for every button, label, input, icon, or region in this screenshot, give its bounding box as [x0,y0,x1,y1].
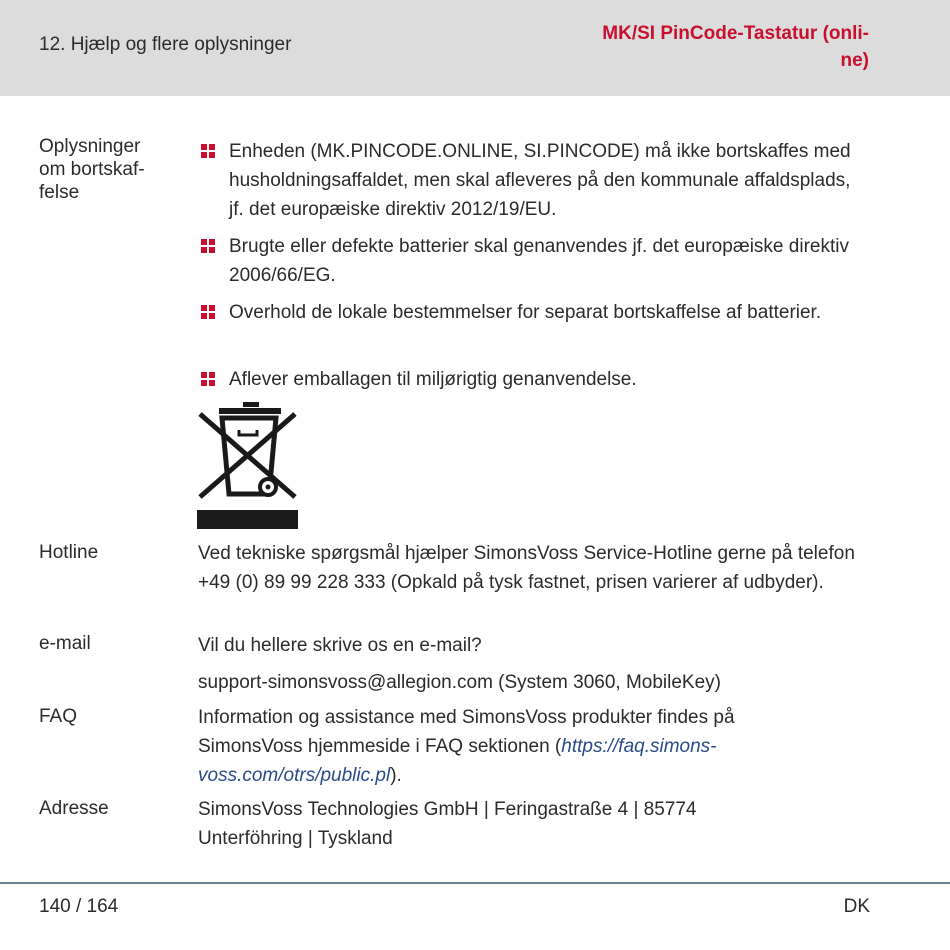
email-label: e-mail [39,633,91,654]
bullet-square-icon [201,305,215,319]
hotline-label: Hotline [39,542,99,563]
faq-link[interactable]: https://faq.simons-voss.com/otrs/public.pl [198,736,717,786]
bullet-text: Enheden (MK.PINCODE.ONLINE, SI.PINCODE) må ikke bortskaffes med husholdningsaffaldet, men skal afleveres på den kommunale affaldsplads, jf. det europæiske direktiv 2012/19/EU. [229,141,851,220]
faq-text-after: ). [390,765,402,786]
chapter-title: 12. Hjælp og flere oplysninger [39,34,292,55]
footer-divider [0,882,950,884]
crossed-out-wheelie-bin-icon [197,400,299,530]
language-code: DK [843,896,870,917]
bullet-square-icon [201,144,215,158]
hotline-text: Ved tekniske spørgsmål hjælper SimonsVoss Service-Hotline gerne på telefon +49 (0) 89 99 228 333 (Opkald på tysk fastnet, prisen varierer af udbyder). [198,543,855,593]
faq-text [198,703,818,790]
bullet-square-icon [201,239,215,253]
page-number: 140 / 164 [39,896,119,917]
address-text: SimonsVoss Technologies GmbH | Feringastraße 4 | 85774 Unterföhring | Tyskland [198,799,697,849]
bullet-text: Aflever emballagen til miljørigtig genanvendelse. [229,369,637,390]
product-title-line1: MK/SI PinCode-Tastatur (onli- [602,23,869,44]
disposal-label [39,135,179,204]
bullet-text: Overhold de lokale bestemmelser for separat bortskaffelse af batterier. [229,302,822,323]
address-label: Adresse [39,798,109,819]
faq-text-before: Information og assistance med SimonsVoss produkter findes på SimonsVoss hjemmeside i FAQ sektionen ( [198,707,735,757]
bullet-square-icon [201,372,215,386]
disposal-label-line1: Oplysninger [39,136,141,157]
disposal-label-line2: om bortskaf- [39,159,145,180]
product-title [549,20,869,74]
product-title-line2: ne) [840,50,869,71]
email-address: support-simonsvoss@allegion.com (System 3060, MobileKey) [198,672,722,693]
faq-label: FAQ [39,706,78,727]
email-question: Vil du hellere skrive os en e-mail? [198,635,482,656]
page-header [0,0,950,96]
bullet-text: Brugte eller defekte batterier skal genanvendes jf. det europæiske direktiv 2006/66/EG. [229,236,849,286]
disposal-label-line3: felse [39,182,80,203]
